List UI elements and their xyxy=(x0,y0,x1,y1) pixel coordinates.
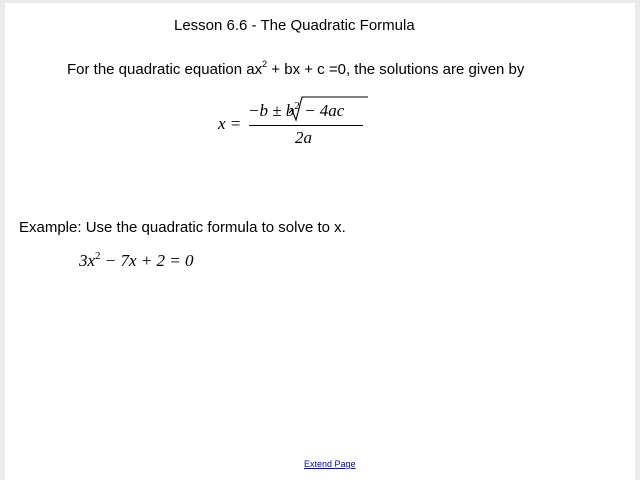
window-top-border xyxy=(0,0,640,3)
formula-numerator-exponent: 2 xyxy=(294,100,300,112)
formula-denominator: 2a xyxy=(295,128,312,147)
square-root-radical-icon xyxy=(289,96,369,122)
fraction-bar xyxy=(249,125,363,126)
window-left-border xyxy=(0,0,5,480)
example-equation xyxy=(79,251,194,271)
extend-page-link[interactable]: Extend Page xyxy=(304,459,356,469)
window-right-border xyxy=(635,0,640,480)
equation-exponent: 2 xyxy=(95,250,101,262)
intro-text-end: + bx + c =0, the solutions are given by xyxy=(267,61,525,78)
formula-lhs: x = xyxy=(218,114,242,133)
example-prompt: Example: Use the quadratic formula to solve to x. xyxy=(19,219,346,236)
formula-numerator-end: − 4ac xyxy=(299,101,345,120)
equation-end: − 7x + 2 = 0 xyxy=(100,251,194,270)
intro-exponent: 2 xyxy=(262,59,268,69)
formula-numerator-start: −b ± b xyxy=(248,101,295,120)
intro-text-start: For the quadratic equation ax xyxy=(67,61,263,78)
intro-sentence xyxy=(67,61,524,78)
equation-start: 3x xyxy=(79,251,96,270)
lesson-title: Lesson 6.6 - The Quadratic Formula xyxy=(174,17,415,34)
